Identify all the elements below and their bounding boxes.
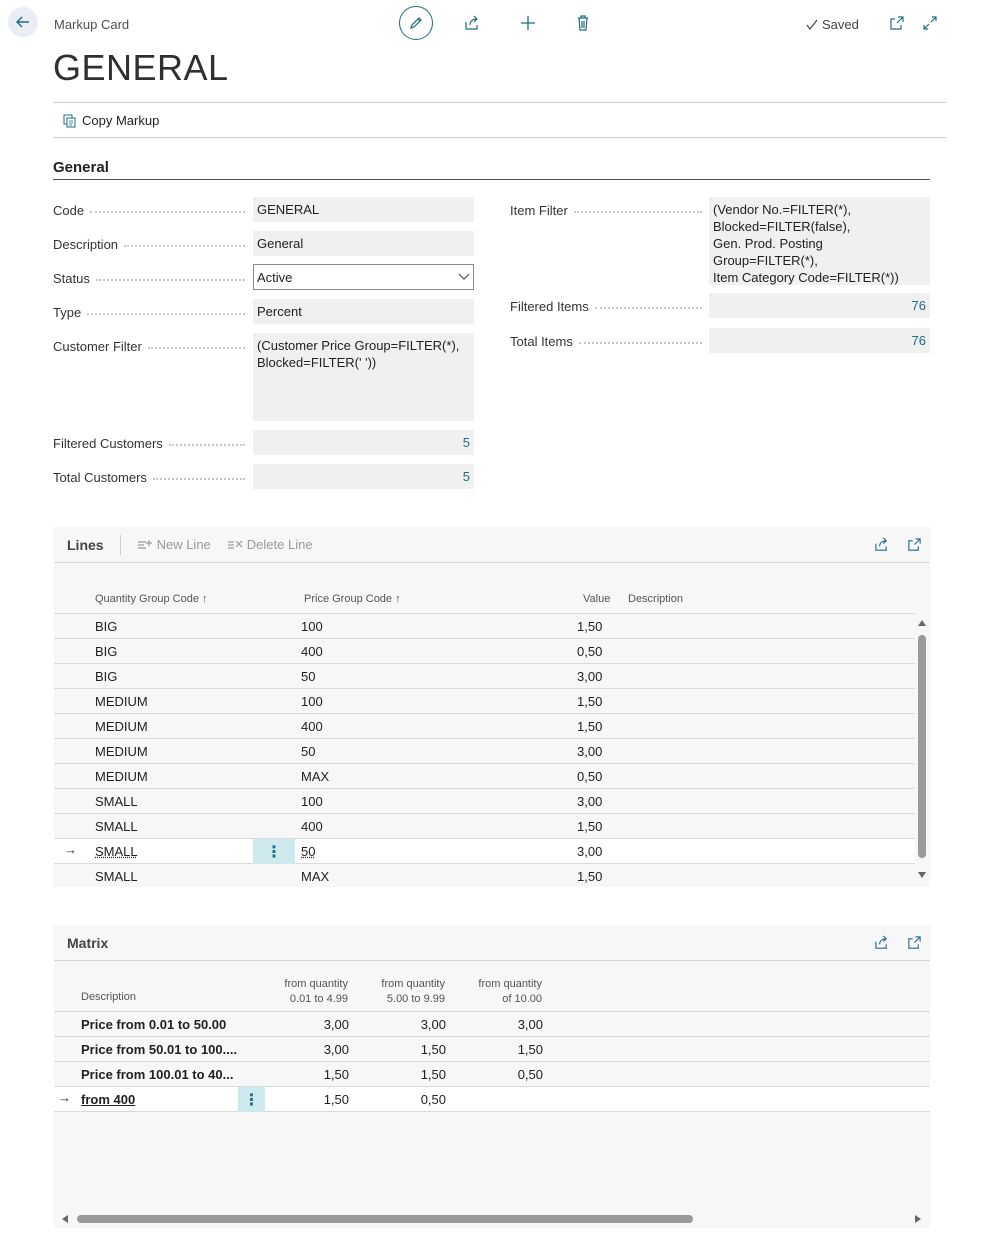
triangle-left-icon xyxy=(61,1214,69,1224)
matrix-header xyxy=(54,925,930,961)
type-label: Type xyxy=(53,305,245,320)
triangle-down-icon xyxy=(917,871,927,879)
separator xyxy=(120,535,121,555)
scroll-left-button[interactable] xyxy=(61,1214,69,1224)
chevron-down-icon xyxy=(458,273,470,281)
status-value: Active xyxy=(257,269,293,285)
item-filter-line: Blocked=FILTER(false), xyxy=(713,219,851,234)
row-menu-button[interactable]: ⋮ xyxy=(238,1087,265,1112)
copy-markup-button[interactable] xyxy=(63,113,159,128)
lines-title: Lines xyxy=(67,536,104,553)
filtered-customers-value[interactable]: 5 xyxy=(253,430,474,455)
filtered-customers-label: Filtered Customers xyxy=(53,436,245,451)
new-line-label: New Line xyxy=(156,537,211,552)
item-filter-line: Gen. Prod. Posting Group=FILTER(*), xyxy=(713,236,823,268)
table-row[interactable]: MEDIUM 100 1,50 xyxy=(54,689,915,714)
scroll-down-button[interactable] xyxy=(917,871,927,879)
filtered-items-value[interactable]: 76 xyxy=(709,293,930,318)
table-row[interactable]: MEDIUM MAX 0,50 xyxy=(54,764,915,789)
arrow-right-icon: → xyxy=(58,1090,71,1105)
table-row[interactable]: MEDIUM 50 3,00 xyxy=(54,739,915,764)
total-customers-label: Total Customers xyxy=(53,470,245,485)
horizontal-scrollbar-thumb[interactable] xyxy=(77,1215,693,1223)
delete-button[interactable] xyxy=(573,13,593,33)
divider xyxy=(53,102,946,103)
scroll-up-button[interactable] xyxy=(917,619,927,627)
arrow-left-icon xyxy=(15,14,31,30)
share-button[interactable] xyxy=(462,13,482,33)
delete-line-label: Delete Line xyxy=(246,537,313,552)
table-row[interactable]: BIG 400 0,50 xyxy=(54,639,915,664)
table-row-selected[interactable]: → SMALL ⋮ 50 3,00 xyxy=(54,839,915,864)
copy-icon xyxy=(63,114,77,128)
arrow-right-icon: → xyxy=(64,842,77,857)
table-row[interactable]: SMALL 100 3,00 xyxy=(54,789,915,814)
matrix-title: Matrix xyxy=(67,934,109,951)
share-icon xyxy=(464,15,480,31)
section-title-general: General xyxy=(53,159,109,176)
page-title: GENERAL xyxy=(53,47,229,88)
open-new-window-icon xyxy=(889,15,905,31)
share-icon xyxy=(874,935,889,950)
check-icon xyxy=(805,18,819,32)
open-new-window-button[interactable] xyxy=(887,13,907,33)
saved-label: Saved xyxy=(822,17,859,32)
table-row[interactable]: SMALL MAX 1,50 xyxy=(95,869,603,884)
row-menu-button[interactable]: ⋮ xyxy=(253,839,295,864)
code-label: Code xyxy=(53,203,245,218)
pencil-icon xyxy=(408,15,424,31)
matrix-col-head-2[interactable]: from quantity 5.00 to 9.99 xyxy=(381,978,445,1005)
item-filter-line: (Vendor No.=FILTER(*), xyxy=(713,202,852,217)
matrix-row[interactable]: Price from 0.01 to 50.00 3,00 3,00 3,00 xyxy=(54,1012,930,1037)
lines-header xyxy=(54,527,930,563)
scroll-right-button[interactable] xyxy=(914,1214,922,1224)
triangle-right-icon xyxy=(914,1214,922,1224)
total-items-value[interactable]: 76 xyxy=(709,328,930,353)
description-field[interactable]: General xyxy=(253,231,474,256)
plus-icon xyxy=(520,15,536,31)
status-select[interactable] xyxy=(253,264,474,290)
trash-icon xyxy=(575,15,591,31)
matrix-rows xyxy=(54,1012,930,1112)
item-filter-field[interactable] xyxy=(709,197,930,285)
matrix-col-head-1[interactable]: from quantity 0.01 to 4.99 xyxy=(284,978,348,1005)
breadcrumb: Markup Card xyxy=(54,17,130,32)
table-row[interactable]: BIG 50 3,00 xyxy=(54,664,915,689)
matrix-row[interactable]: Price from 100.01 to 40... 1,50 1,50 0,50 xyxy=(54,1062,930,1087)
customer-filter-line: (Customer Price Group=FILTER(*), xyxy=(257,338,460,353)
expand-icon xyxy=(922,15,938,31)
col-head-qty-group[interactable]: Quantity Group Code ↑ xyxy=(95,593,208,605)
new-button[interactable] xyxy=(518,13,538,33)
customer-filter-label: Customer Filter xyxy=(53,339,245,354)
customer-filter-line: Blocked=FILTER(' ')) xyxy=(257,355,377,370)
table-row[interactable]: MEDIUM 400 1,50 xyxy=(54,714,915,739)
matrix-col-head-3[interactable]: from quantity of 10.00 xyxy=(478,978,542,1005)
copy-markup-label: Copy Markup xyxy=(82,113,160,128)
back-button[interactable] xyxy=(8,7,38,37)
expand-button[interactable] xyxy=(920,13,940,33)
new-line-button[interactable] xyxy=(137,537,211,552)
status-label: Status xyxy=(53,271,245,286)
lines-share-button[interactable] xyxy=(871,535,891,555)
open-in-window-icon xyxy=(907,537,922,552)
table-row[interactable]: SMALL 400 1,50 xyxy=(54,814,915,839)
matrix-row[interactable]: Price from 50.01 to 100.... 3,00 1,50 1,50 xyxy=(54,1037,930,1062)
vertical-scrollbar-thumb[interactable] xyxy=(918,635,926,858)
customer-filter-field[interactable] xyxy=(253,333,474,421)
matrix-open-button[interactable] xyxy=(904,933,924,953)
item-filter-line: Item Category Code=FILTER(*)) xyxy=(713,270,899,285)
delete-line-button[interactable] xyxy=(227,537,313,552)
section-underline xyxy=(53,179,930,180)
lines-open-button[interactable] xyxy=(904,535,924,555)
col-head-value[interactable]: Value xyxy=(583,593,611,605)
share-icon xyxy=(874,537,889,552)
total-items-label: Total Items xyxy=(510,334,702,349)
open-in-window-icon xyxy=(907,935,922,950)
saved-status xyxy=(805,17,859,32)
total-customers-value[interactable]: 5 xyxy=(253,464,474,489)
divider xyxy=(53,137,946,138)
item-filter-label: Item Filter xyxy=(510,203,702,218)
code-field[interactable]: GENERAL xyxy=(253,197,474,222)
matrix-row-selected[interactable]: → from 400 ⋮ 1,50 0,50 xyxy=(54,1087,930,1112)
new-line-icon xyxy=(137,538,153,552)
matrix-col-head-description[interactable]: Description xyxy=(81,991,137,1003)
description-label: Description xyxy=(53,237,245,252)
lines-rows xyxy=(54,614,915,885)
table-row[interactable]: BIG 100 1,50 xyxy=(54,614,915,639)
type-field[interactable]: Percent xyxy=(253,299,474,324)
matrix-share-button[interactable] xyxy=(871,933,891,953)
col-head-description[interactable]: Description xyxy=(628,593,684,605)
filtered-items-label: Filtered Items xyxy=(510,299,702,314)
edit-button[interactable] xyxy=(399,6,433,40)
delete-line-icon xyxy=(227,538,243,552)
triangle-up-icon xyxy=(917,619,927,627)
col-head-price-group[interactable]: Price Group Code ↑ xyxy=(304,593,401,605)
